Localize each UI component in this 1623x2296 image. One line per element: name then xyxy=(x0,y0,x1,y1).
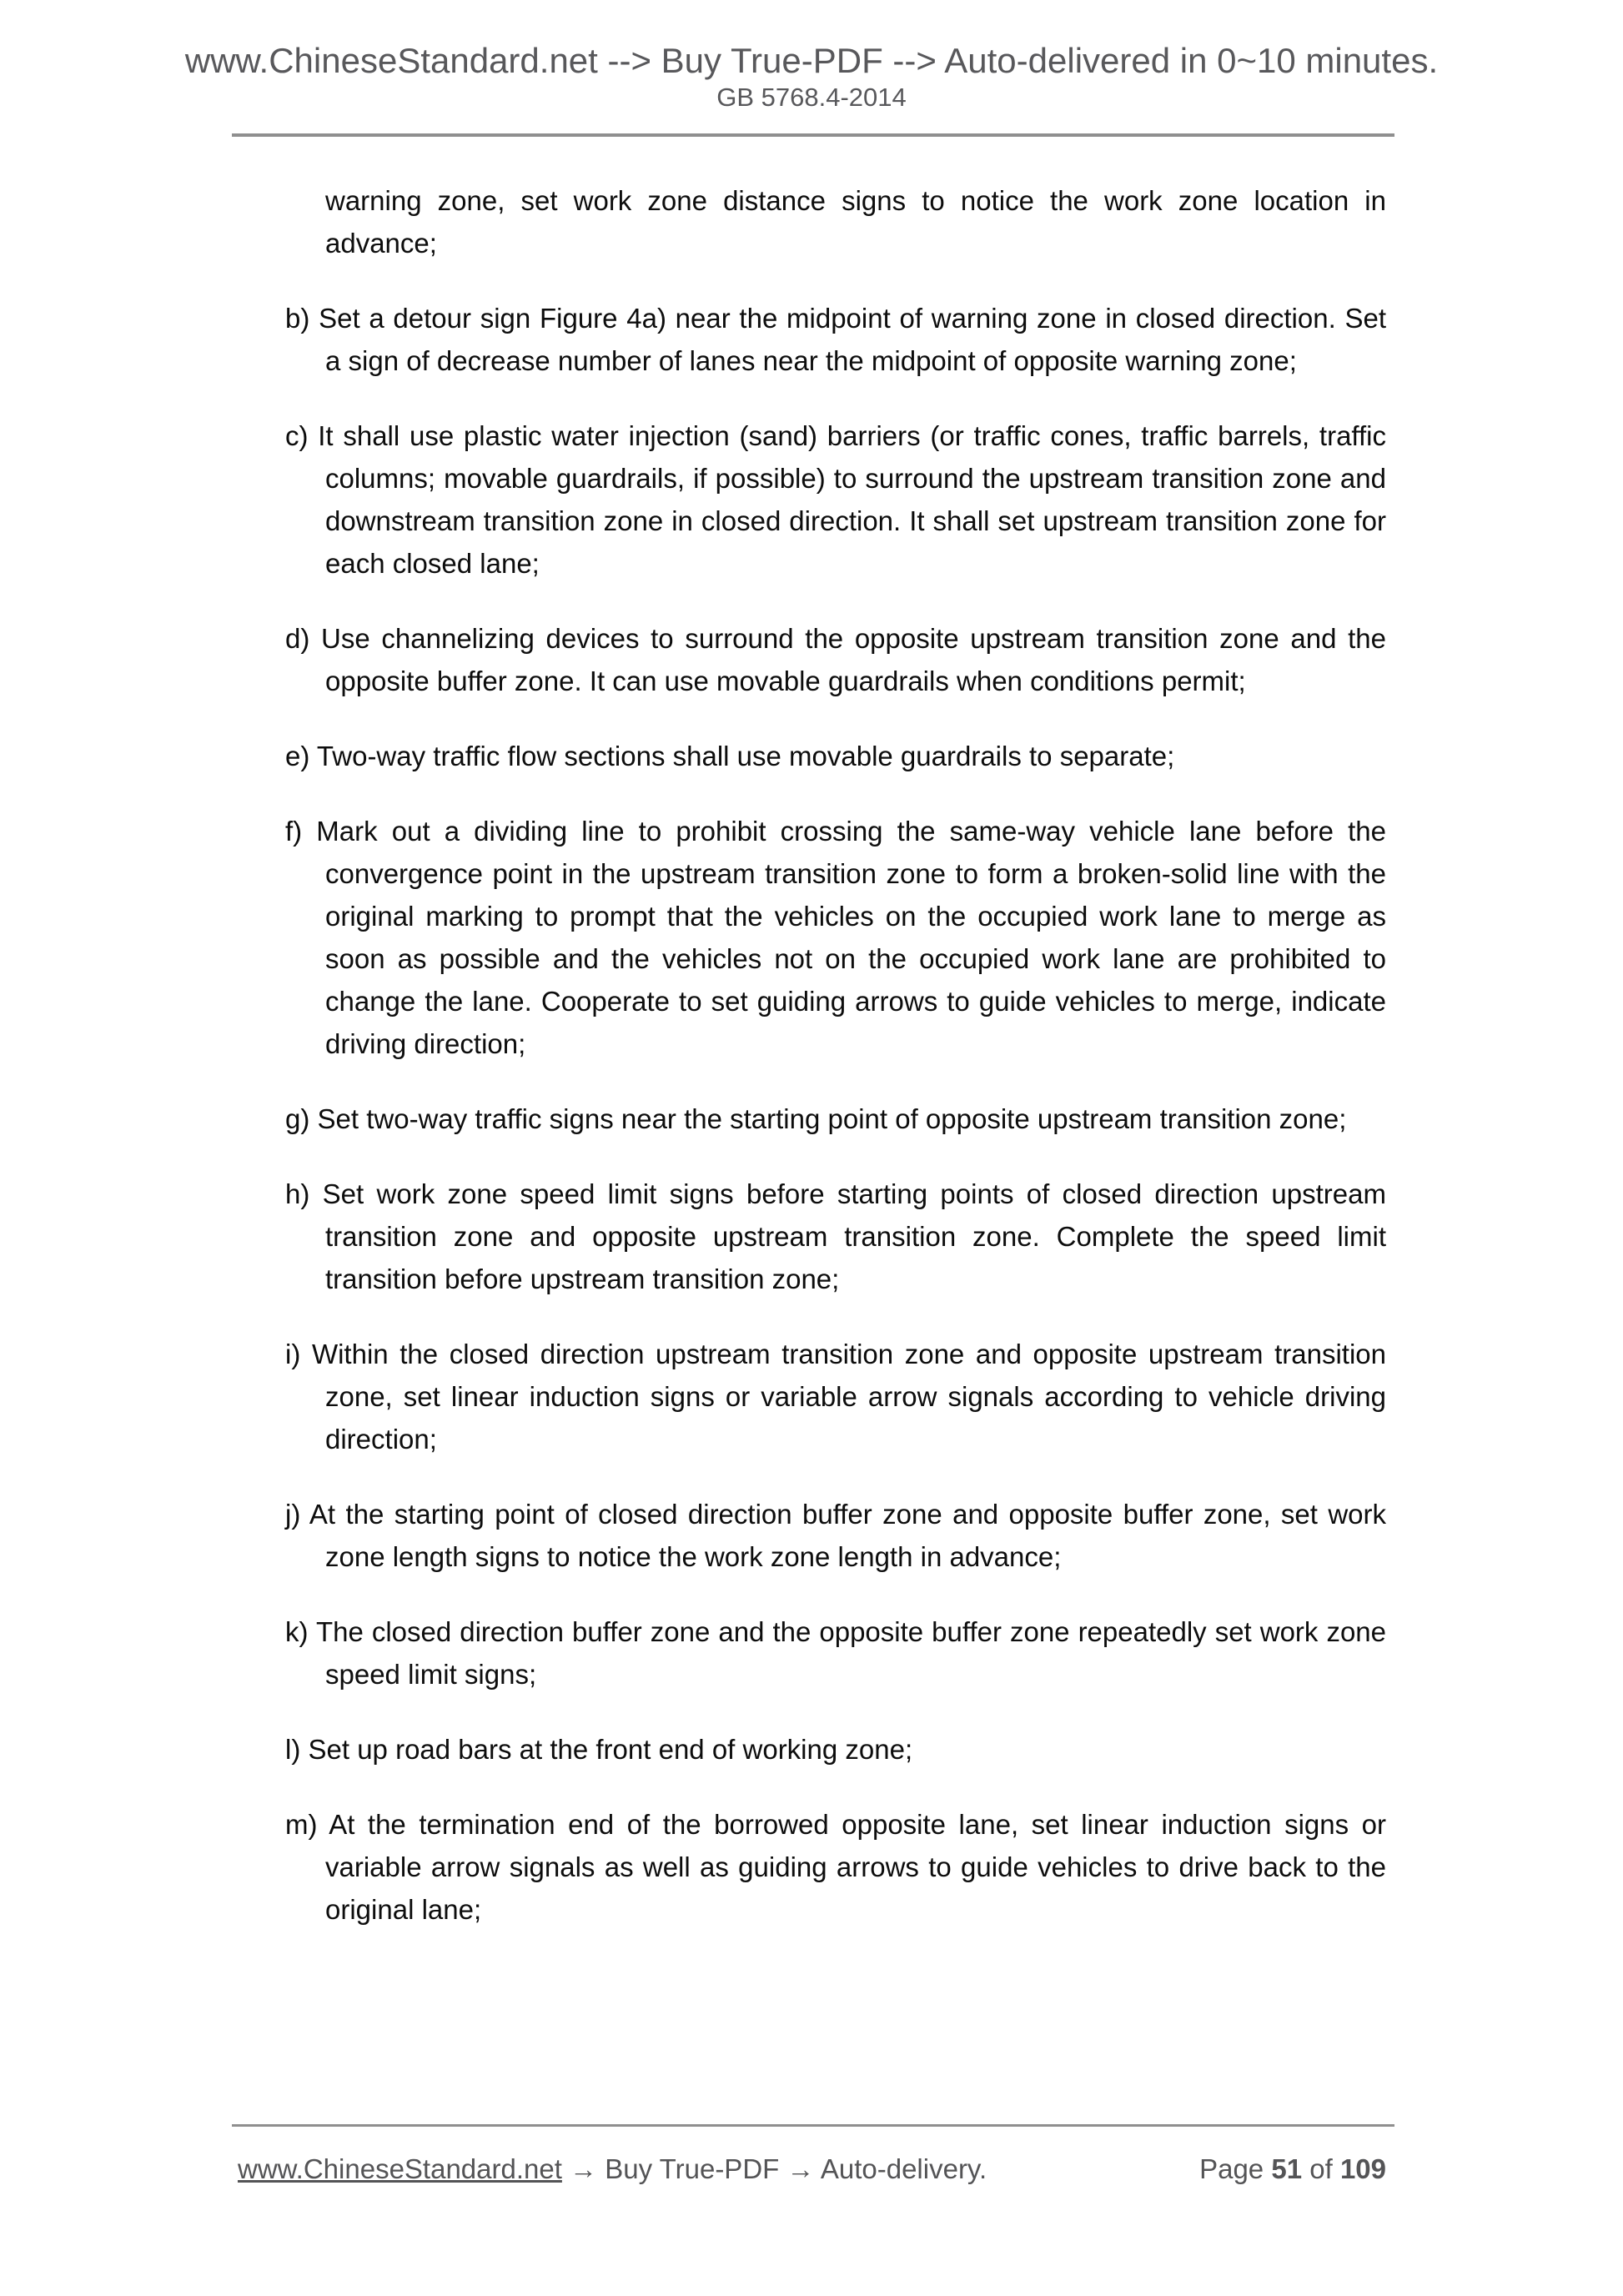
list-paragraph xyxy=(285,1803,1386,1931)
page-footer xyxy=(0,2124,1623,2186)
paragraph-label: g) xyxy=(285,1103,310,1134)
list-paragraph xyxy=(285,617,1386,702)
paragraph-label: d) xyxy=(285,623,310,654)
list-paragraph xyxy=(285,297,1387,382)
paragraph-text: Set two-way traffic signs near the starting point of opposite upstream transition zone; xyxy=(317,1103,1347,1134)
list-paragraph xyxy=(285,1173,1386,1300)
list-paragraph xyxy=(285,810,1387,1065)
paragraph-text: Mark out a dividing line to prohibit crossing the same-way vehicle lane before the convergence point in the upstream transition zone to form a broken-solid line with the original marking to prompt that the vehicles on the occupied work lane to merge as soon as possible and the vehicles not on the occupied work lane are prohibited to change the lane. Cooperate to set guiding arrows to guide vehicles to merge, indicate driving direction; xyxy=(316,816,1387,1059)
header-divider xyxy=(232,133,1394,137)
list-paragraph xyxy=(285,735,1386,777)
arrow-right-icon: → xyxy=(570,2153,598,2184)
list-paragraph xyxy=(285,1333,1386,1460)
paragraph-label: c) xyxy=(285,420,309,451)
paragraph-label: l) xyxy=(285,1734,301,1765)
body-paragraphs xyxy=(285,179,1387,1931)
footer-promo xyxy=(238,2153,987,2186)
standard-number: GB 5768.4-2014 xyxy=(716,83,907,112)
arrow-right-icon: → xyxy=(786,2153,815,2184)
paragraph-text: At the starting point of closed direction buffer zone and opposite buffer zone, set work zone length signs to notice the work zone length in advance; xyxy=(309,1499,1386,1572)
page-indicator xyxy=(1199,2153,1386,2186)
paragraph-text: Set a detour sign Figure 4a) near the midpoint of warning zone in closed direction. Set a sign of decrease number of lanes near the midpoint of opposite warning zone; xyxy=(319,303,1387,376)
paragraph-label: j) xyxy=(285,1499,301,1530)
list-paragraph xyxy=(285,1098,1386,1140)
paragraph-text: Use channelizing devices to surround the opposite upstream transition zone and the opposite buffer zone. It can use movable guardrails when conditions permit; xyxy=(321,623,1386,696)
footer-buy-text: Buy True-PDF xyxy=(605,2153,780,2184)
paragraph-label: e) xyxy=(285,741,310,771)
footer-site-link[interactable]: www.ChineseStandard.net xyxy=(238,2153,562,2184)
paragraph-label: f) xyxy=(285,816,303,847)
page-label: Page xyxy=(1199,2153,1264,2184)
list-paragraph xyxy=(285,1493,1386,1578)
paragraph-label: k) xyxy=(285,1616,309,1647)
paragraph-text: The closed direction buffer zone and the opposite buffer zone repeatedly set work zone speed limit signs; xyxy=(315,1616,1386,1690)
paragraph-text: Set work zone speed limit signs before starting points of closed direction upstream transition zone and opposite upstream transition zone. Complete the speed limit transition before upstream transition zone; xyxy=(322,1178,1386,1294)
page-header xyxy=(0,40,1623,113)
list-paragraph xyxy=(285,1610,1386,1696)
list-paragraph xyxy=(285,1728,1386,1771)
paragraph-label: m) xyxy=(285,1809,318,1840)
paragraph-text: At the termination end of the borrowed opposite lane, set linear induction signs or variable arrow signals as well as guiding arrows to guide vehicles to drive back to the original lane; xyxy=(325,1809,1386,1925)
list-paragraph xyxy=(285,414,1387,585)
page-total: 109 xyxy=(1339,2153,1386,2184)
list-paragraph xyxy=(325,179,1386,264)
paragraph-label: h) xyxy=(285,1178,310,1209)
paragraph-label: i) xyxy=(285,1339,301,1369)
footer-divider xyxy=(232,2124,1394,2127)
paragraph-text: Within the closed direction upstream transition zone and opposite upstream transition zone, set linear induction signs or variable arrow signals according to vehicle driving direction; xyxy=(311,1339,1386,1454)
paragraph-text: Two-way traffic flow sections shall use movable guardrails to separate; xyxy=(316,741,1175,771)
paragraph-label: b) xyxy=(285,303,310,334)
page-current: 51 xyxy=(1271,2153,1303,2184)
footer-delivery-text: Auto-delivery. xyxy=(820,2153,987,2184)
paragraph-text: It shall use plastic water injection (sand) barriers (or traffic cones, traffic barrels, traffic columns; movable guardrails, if possible) to surround the upstream transition zone and downstream transition zone in closed direction. It shall set upstream transition zone for each closed lane; xyxy=(318,420,1387,579)
header-site-banner: www.ChineseStandard.net --> Buy True-PDF --> Auto-delivered in 0~10 minutes. xyxy=(184,41,1439,80)
paragraph-text: Set up road bars at the front end of working zone; xyxy=(308,1734,913,1765)
of-label: of xyxy=(1309,2153,1333,2184)
paragraph-text: warning zone, set work zone distance signs to notice the work zone location in advance; xyxy=(325,185,1386,259)
